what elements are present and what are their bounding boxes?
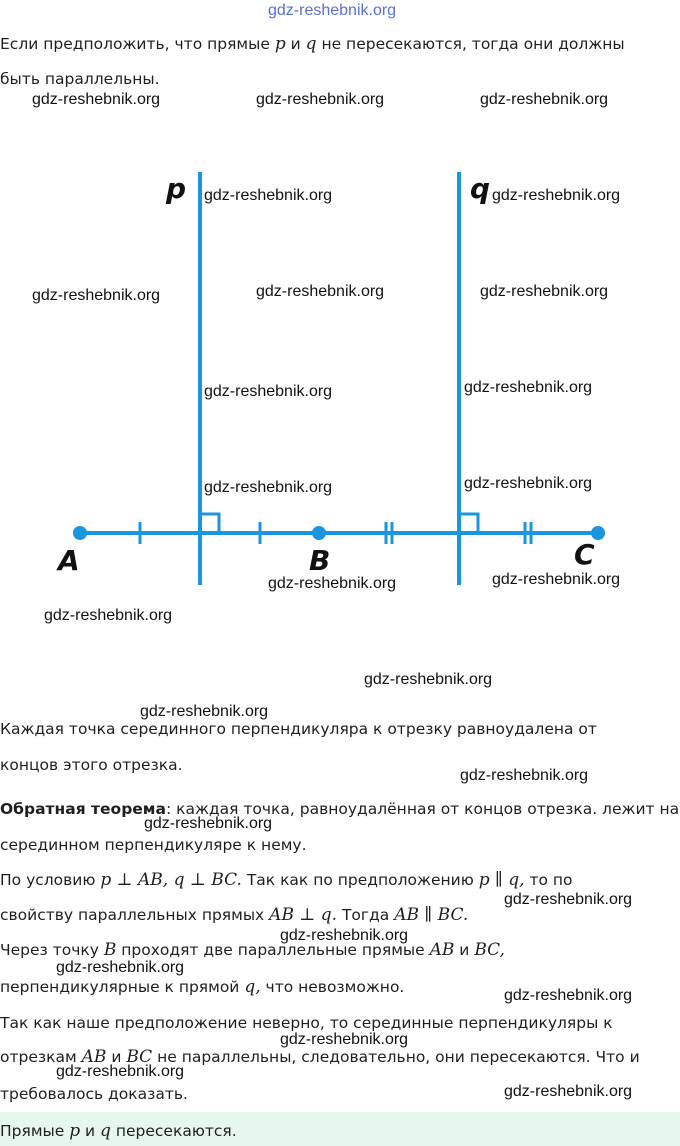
math-q: q, — [244, 977, 261, 997]
watermark[interactable]: gdz-reshebnik.org — [256, 91, 385, 108]
text: пересекаются. — [110, 1122, 237, 1140]
math-ab: AB — [429, 940, 455, 960]
answer-box — [0, 1112, 680, 1146]
text: перпендикулярные к прямой — [0, 978, 245, 996]
paragraph-theorem-line2: концов этого отрезка. — [0, 756, 183, 774]
point-b — [312, 526, 326, 540]
text: и — [106, 1048, 127, 1066]
text: По условию — [0, 871, 101, 889]
paragraph-intro-line2: быть параллельны. — [0, 70, 160, 88]
math-q: q — [305, 34, 317, 54]
watermark[interactable]: gdz-reshebnik.org — [504, 1083, 633, 1100]
watermark[interactable]: gdz-reshebnik.org — [280, 927, 409, 944]
math-expression: AB ∥ BC. — [394, 905, 469, 925]
text: отрезкам — [0, 1048, 82, 1066]
watermark[interactable]: gdz-reshebnik.org — [44, 607, 173, 624]
watermark[interactable]: gdz-reshebnik.org — [364, 671, 493, 688]
math-expression: AB ⊥ q. — [269, 905, 338, 925]
label-q: q — [470, 172, 491, 205]
paragraph-conclusion-line3: требовалось доказать. — [0, 1085, 188, 1103]
watermark[interactable]: gdz-reshebnik.org — [204, 479, 333, 496]
text: Если предположить, что прямые — [0, 35, 275, 53]
paragraph-condition-line1 — [0, 871, 680, 889]
text: Тогда — [337, 906, 395, 924]
math-expression: p ⊥ AB, q ⊥ BC. — [100, 870, 242, 890]
math-p: p — [274, 34, 286, 54]
text: Так как по предположению — [241, 871, 479, 889]
text: не параллельны, следовательно, они пересекаются. Что и — [152, 1048, 640, 1066]
text: то по — [524, 871, 573, 889]
paragraph-theorem-line1: Каждая точка серединного перпендикуляра к отрезку равноудалена от — [0, 720, 597, 738]
text: и — [454, 941, 475, 959]
text: проходят две параллельные прямые — [116, 941, 430, 959]
watermark[interactable]: gdz-reshebnik.org — [492, 187, 621, 204]
math-expression: p ∥ q, — [478, 870, 525, 890]
watermark[interactable]: gdz-reshebnik.org — [56, 1063, 185, 1080]
text: что невозможно. — [260, 978, 405, 996]
paragraph-intro-line1 — [0, 35, 680, 53]
watermark[interactable]: gdz-reshebnik.org — [256, 283, 385, 300]
paragraph-converse-line2: серединном перпендикуляре к нему. — [0, 836, 307, 854]
watermark[interactable]: gdz-reshebnik.org — [480, 91, 609, 108]
text: Прямые — [0, 1122, 70, 1140]
watermark[interactable]: gdz-reshebnik.org — [464, 379, 593, 396]
watermark[interactable]: gdz-reshebnik.org — [204, 383, 333, 400]
watermark[interactable]: gdz-reshebnik.org — [480, 283, 609, 300]
right-angle-mark-p — [200, 514, 219, 533]
label-c: C — [574, 538, 595, 571]
watermark[interactable]: gdz-reshebnik.org — [492, 571, 621, 588]
label-a: A — [58, 544, 80, 577]
converse-theorem-title: Обратная теорема — [0, 800, 166, 818]
point-a — [73, 526, 87, 540]
math-bc: BC — [126, 1047, 153, 1067]
watermark[interactable]: gdz-reshebnik.org — [32, 91, 161, 108]
text: не пересекаются, тогда они должны — [316, 35, 625, 53]
text: и — [80, 1122, 101, 1140]
math-q: q — [100, 1121, 111, 1141]
watermark[interactable]: gdz-reshebnik.org — [268, 575, 397, 592]
watermark[interactable]: gdz-reshebnik.org — [280, 1031, 409, 1048]
paragraph-converse-line1 — [0, 800, 680, 818]
watermark[interactable]: gdz-reshebnik.org — [56, 959, 185, 976]
label-b: B — [309, 544, 331, 577]
watermark[interactable]: gdz-reshebnik.org — [460, 767, 589, 784]
math-bc: BC, — [474, 940, 505, 960]
label-p: p — [166, 172, 187, 205]
math-b: B — [103, 940, 117, 960]
watermark[interactable]: gdz-reshebnik.org — [464, 475, 593, 492]
paragraph-conclusion-line1: Так как наше предположение неверно, то серединные перпендикуляры к — [0, 1014, 613, 1032]
watermark[interactable]: gdz-reshebnik.org — [504, 987, 633, 1004]
watermark[interactable]: gdz-reshebnik.org — [32, 287, 161, 304]
text: свойству параллельных прямых — [0, 906, 270, 924]
text: и — [285, 35, 306, 53]
answer-text — [0, 1121, 237, 1141]
watermark-top[interactable]: gdz-reshebnik.org — [268, 2, 397, 19]
math-ab: AB — [81, 1047, 107, 1067]
watermark[interactable]: gdz-reshebnik.org — [504, 891, 633, 908]
right-angle-mark-q — [459, 514, 478, 533]
watermark[interactable]: gdz-reshebnik.org — [204, 187, 333, 204]
watermark[interactable]: gdz-reshebnik.org — [140, 703, 269, 720]
text: Через точку — [0, 941, 104, 959]
text: : каждая точка, равноудалённая от концов отрезка. лежит на — [165, 800, 680, 818]
watermark[interactable]: gdz-reshebnik.org — [144, 815, 273, 832]
math-p: p — [69, 1121, 81, 1141]
